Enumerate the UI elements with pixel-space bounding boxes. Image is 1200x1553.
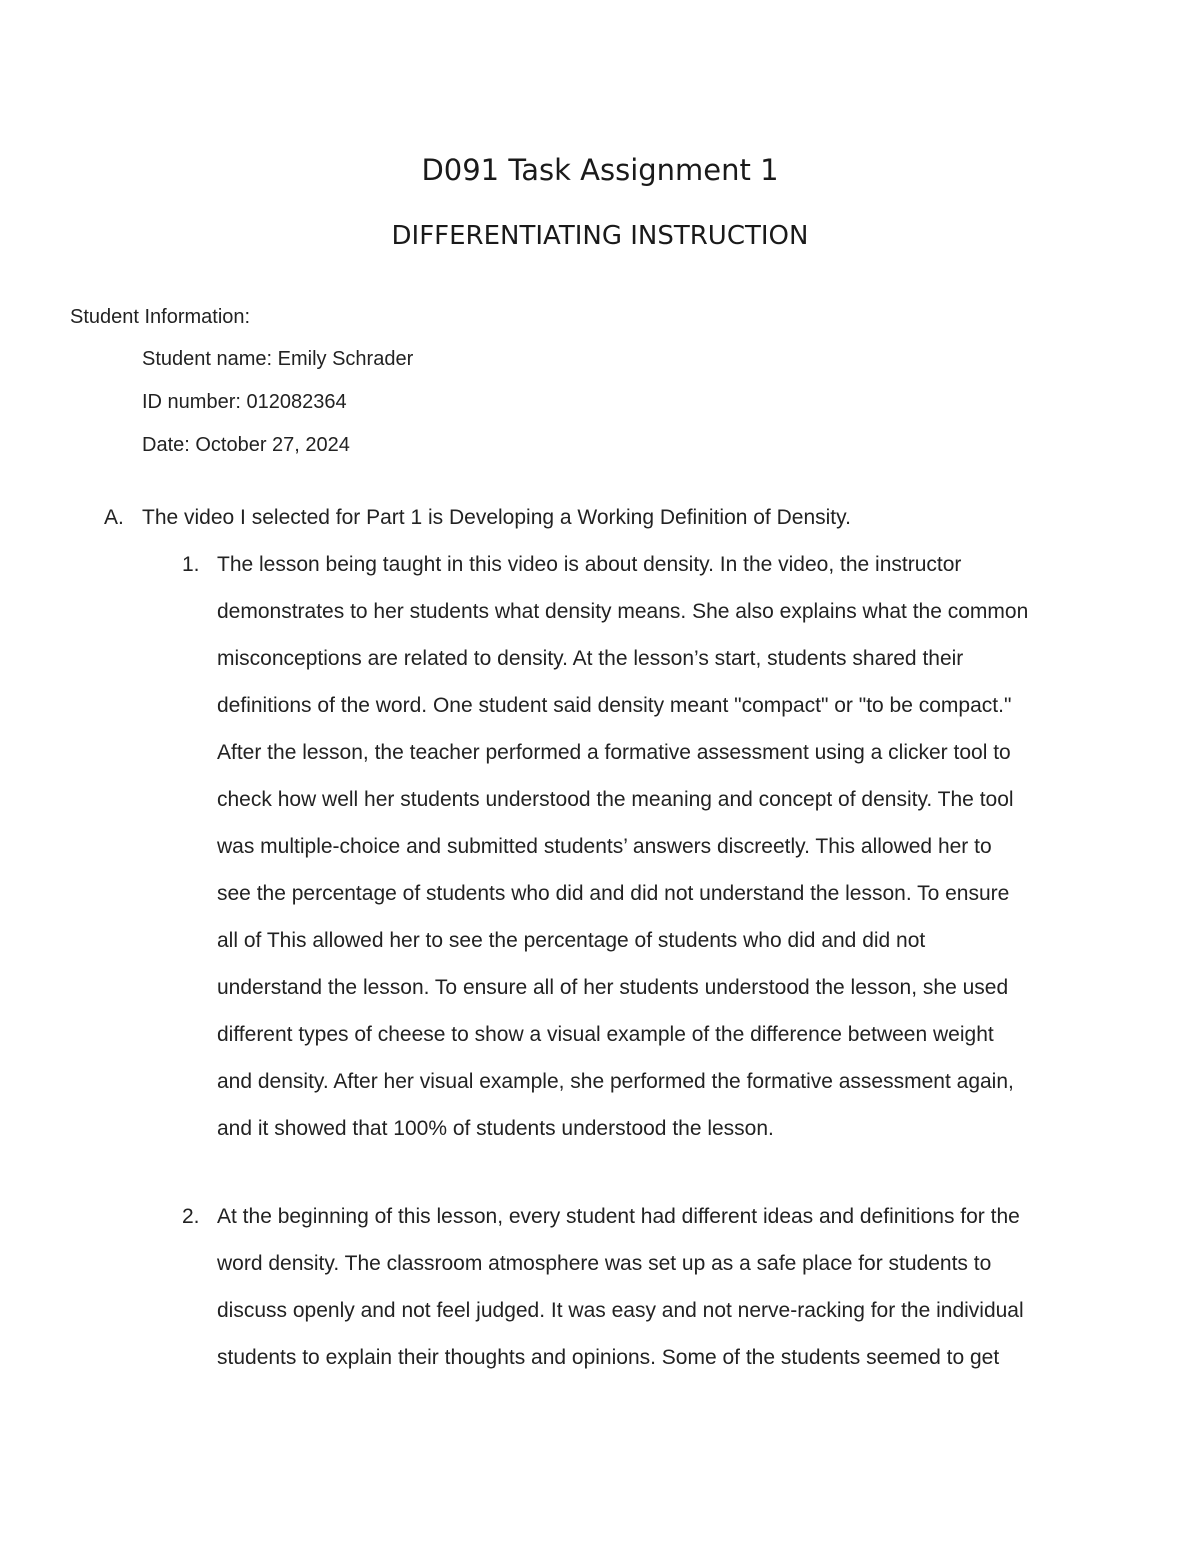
section-a-line: The video I selected for Part 1 is Developing a Working Definition of Density. [142, 506, 851, 529]
paragraph-line: all of This allowed her to see the percentage of students who did and did not [217, 929, 926, 952]
section-a-marker: A. [104, 506, 124, 529]
student-info-heading: Student Information: [70, 306, 251, 328]
paragraph-line: After the lesson, the teacher performed a formative assessment using a clicker tool to [217, 741, 1011, 764]
item-1-marker: 1. [182, 553, 200, 576]
paragraph-line: The lesson being taught in this video is about density. In the video, the instructor [217, 553, 962, 576]
document-title: D091 Task Assignment 1 [421, 153, 779, 187]
student-id: ID number: 012082364 [142, 391, 347, 413]
paragraph-line: see the percentage of students who did and did not understand the lesson. To ensure [217, 882, 1010, 905]
item-1-paragraph [217, 541, 1129, 1152]
paragraph-line: discuss openly and not feel judged. It was easy and not nerve-racking for the individual [217, 1299, 1024, 1322]
paragraph-line: understand the lesson. To ensure all of her students understood the lesson, she used [217, 976, 1009, 999]
item-2-marker: 2. [182, 1205, 200, 1228]
paragraph-line: was multiple-choice and submitted students’ answers discreetly. This allowed her to [217, 835, 992, 858]
paragraph-line: misconceptions are related to density. At the lesson’s start, students shared their [217, 647, 964, 670]
paragraph-line: and it showed that 100% of students understood the lesson. [217, 1117, 774, 1140]
student-name: Student name: Emily Schrader [142, 348, 414, 370]
paragraph-line: word density. The classroom atmosphere was set up as a safe place for students to [217, 1252, 992, 1275]
submission-date: Date: October 27, 2024 [142, 434, 350, 456]
paragraph-line: students to explain their thoughts and opinions. Some of the students seemed to get [217, 1346, 1000, 1369]
item-2-paragraph [217, 1193, 1129, 1381]
paragraph-line: and density. After her visual example, she performed the formative assessment again, [217, 1070, 1014, 1093]
paragraph-line: check how well her students understood the meaning and concept of density. The tool [217, 788, 1014, 811]
paragraph-line: demonstrates to her students what density means. She also explains what the common [217, 600, 1029, 623]
paragraph-line: definitions of the word. One student said density meant "compact" or "to be compact." [217, 694, 1012, 717]
paragraph-line: different types of cheese to show a visual example of the difference between weight [217, 1023, 994, 1046]
document-subtitle: DIFFERENTIATING INSTRUCTION [391, 221, 809, 251]
paragraph-line: At the beginning of this lesson, every student had different ideas and definitions for the [217, 1205, 1020, 1228]
section-a-text [142, 494, 1054, 541]
